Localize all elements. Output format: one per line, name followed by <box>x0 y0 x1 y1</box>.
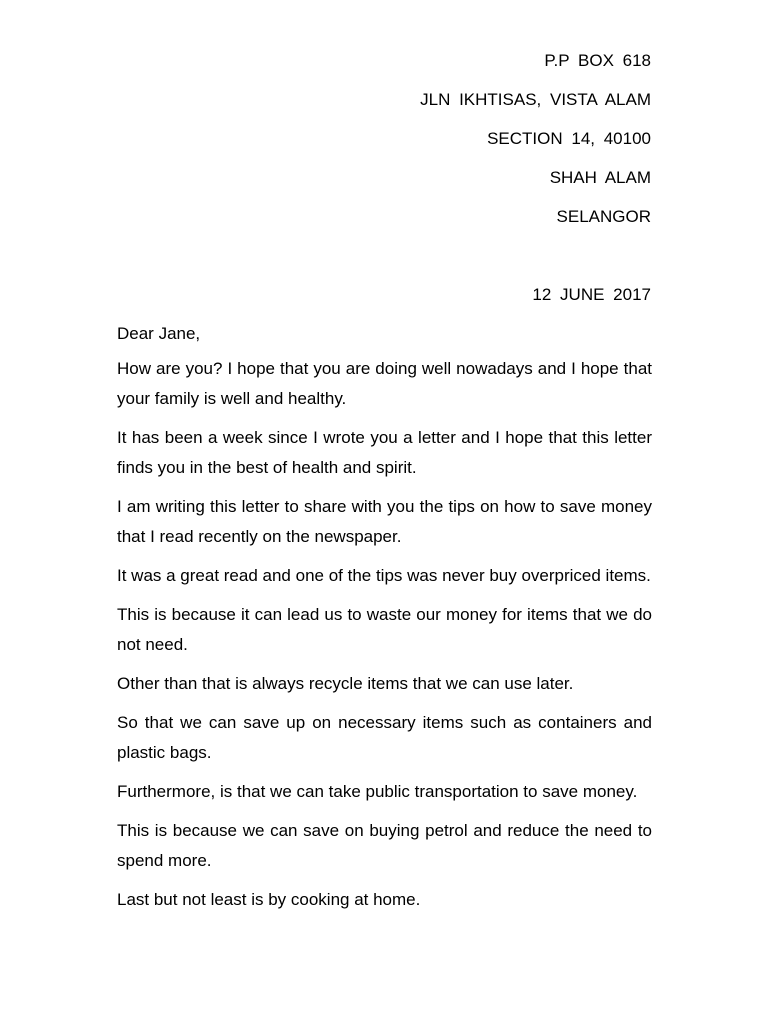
address-line-po-box: P.P BOX 618 <box>544 51 651 70</box>
salutation: Dear Jane, <box>117 324 201 343</box>
paragraph: It has been a week since I wrote you a letter and I hope that this letter finds you in the best of health and spirit. <box>117 428 652 477</box>
address-line-section: SECTION 14, 40100 <box>487 129 651 148</box>
paragraph: So that we can save up on necessary items such as containers and plastic bags. <box>117 713 652 762</box>
paragraph: Furthermore, is that we can take public transportation to save money. <box>117 782 638 801</box>
paragraph: How are you? I hope that you are doing well nowadays and I hope that your family is well and healthy. <box>117 359 652 408</box>
letter-date: 12 JUNE 2017 <box>532 285 651 304</box>
paragraph: It was a great read and one of the tips was never buy overpriced items. <box>117 566 651 585</box>
address-line-city: SHAH ALAM <box>549 168 651 187</box>
paragraph: Other than that is always recycle items that we can use later. <box>117 674 574 693</box>
address-line-street: JLN IKHTISAS, VISTA ALAM <box>420 90 651 109</box>
letter-body <box>117 322 652 924</box>
paragraph: I am writing this letter to share with you the tips on how to save money that I read recently on the newspaper. <box>117 497 652 546</box>
paragraph: This is because it can lead us to waste our money for items that we do not need. <box>117 605 652 654</box>
address-line-state: SELANGOR <box>556 207 651 226</box>
paragraph: This is because we can save on buying petrol and reduce the need to spend more. <box>117 821 652 870</box>
sender-address <box>420 49 651 244</box>
paragraph: Last but not least is by cooking at home. <box>117 890 421 909</box>
